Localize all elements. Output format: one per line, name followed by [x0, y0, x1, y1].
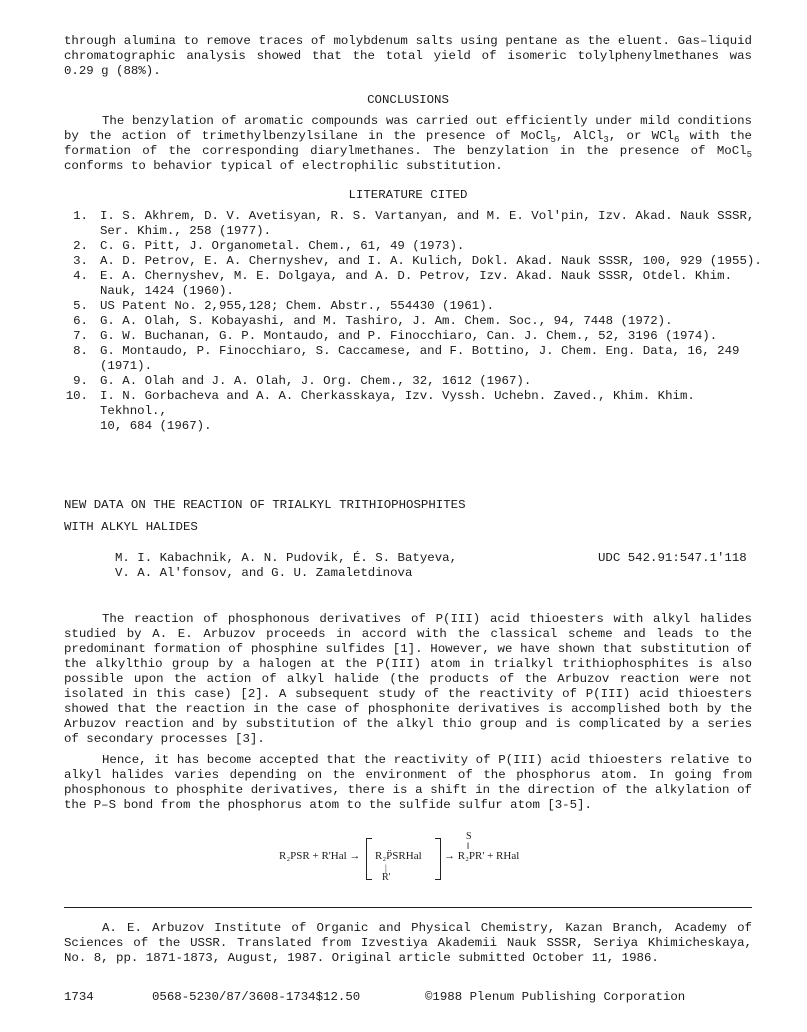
reference-number: 4. — [73, 269, 88, 283]
scheme-intermediate-sub: R' — [382, 872, 391, 883]
page-number: 1734 — [64, 990, 94, 1004]
authors-line1: M. I. Kabachnik, A. N. Pudovik, É. S. Batyeva, — [115, 551, 458, 565]
reference-text: G. A. Olah and J. A. Olah, J. Org. Chem., 32, 1612 (1967). — [100, 374, 532, 388]
reference-text: G. A. Olah, S. Kobayashi, and M. Tashiro, J. Am. Chem. Soc., 94, 7448 (1972). — [100, 314, 673, 328]
scheme-bond: | — [385, 863, 387, 873]
reference-number: 6. — [73, 314, 88, 328]
reference-text: I. S. Akhrem, D. V. Avetisyan, R. S. Vartanyan, and M. E. Vol'pin, Izv. Akad. Nauk SSSR, Ser. Khim., 258 (1977). — [100, 209, 755, 238]
article-title-line2: WITH ALKYL HALIDES — [64, 520, 198, 534]
scheme-bracket-right — [435, 838, 441, 880]
literature-heading: LITERATURE CITED — [348, 188, 468, 202]
reference-text: E. A. Chernyshev, M. E. Dolgaya, and A. D. Petrov, Izv. Akad. Nauk SSSR, Otdel. Khim. Nauk, 1424 (1960). — [100, 269, 733, 298]
article-code: 0568-5230/87/3608-1734$12.50 — [152, 990, 361, 1004]
scheme-reactants: R₂PSR + R'Hal → — [279, 850, 361, 862]
reference-number: 8. — [73, 344, 88, 358]
footnote: A. E. Arbuzov Institute of Organic and Physical Chemistry, Kazan Branch, Academy of Sciences of the USSR. Translated from Izvestiya Akademii Nauk SSSR, Seriya Khimicheskaya, No. 8, pp. 1871-1873, August, 1987. Original article submitted October 11, 1986. — [64, 921, 752, 965]
footnote-rule — [64, 907, 752, 908]
reference-number: 5. — [73, 299, 88, 313]
reference-text: G. Montaudo, P. Finocchiaro, S. Caccamese, and F. Bottino, J. Chem. Eng. Data, 16, 249 (1971). — [100, 344, 740, 373]
reference-number: 9. — [73, 374, 88, 388]
scheme-bracket-left — [366, 838, 372, 880]
reference-text: C. G. Pitt, J. Organometal. Chem., 61, 49 (1973). — [100, 239, 465, 253]
reference-text: A. D. Petrov, E. A. Chernyshev, and I. A. Kulich, Dokl. Akad. Nauk SSSR, 100, 929 (1955). — [100, 254, 762, 268]
top-paragraph: through alumina to remove traces of molybdenum salts using pentane as the eluent. Gas–liquid chromatographic analysis showed that the total yield of isomeric tolylphenylmethanes was 0.29 g (88%). — [64, 34, 752, 78]
reference-number: 2. — [73, 239, 88, 253]
body-paragraph-2: Hence, it has become accepted that the reactivity of P(III) acid thioesters relative to alkyl halides varies depending on the environment of the phosphorus atom. In going from phosphonous to phosphite derivatives, there is a shift in the direction of the alkylation of the P–S bond from the phosphorus atom to the sulfide sulfur atom [3-5]. — [64, 753, 752, 812]
reference-number: 1. — [73, 209, 88, 223]
reference-number: 10. — [65, 389, 88, 403]
reference-text: G. W. Buchanan, G. P. Montaudo, and P. Finocchiaro, Can. J. Chem., 52, 3196 (1974). — [100, 329, 718, 343]
reference-text: I. N. Gorbacheva and A. A. Cherkasskaya, Izv. Vyssh. Uchebn. Zaved., Khim. Khim. Tekhnol., 10, 684 (1967). — [100, 389, 695, 433]
reference-text: US Patent No. 2,955,128; Chem. Abstr., 554430 (1961). — [100, 299, 495, 313]
conclusions-paragraph: The benzylation of aromatic compounds was carried out efficiently under mild conditions by the action of trimethylbenzylsilane in the presence of MoCl$_5$, AlCl$_3$, or WCl$_6$ with the formation of the corresponding diarylmethanes. The benzylation in the presence of MoCl$_5$ conforms to behavior typical of electrophilic substitution. — [64, 114, 752, 173]
authors-line2: V. A. Al'fonsov, and G. U. Zamaletdinova — [115, 566, 413, 580]
copyright: ©1988 Plenum Publishing Corporation — [425, 990, 686, 1004]
udc-code: UDC 542.91:547.1'118 — [598, 551, 747, 565]
scheme-intermediate: R₂P̈SRHal — [375, 850, 422, 862]
scheme-double-bond: ‖ — [467, 841, 470, 851]
scheme-sulfur: S — [466, 831, 472, 842]
article-title-line1: NEW DATA ON THE REACTION OF TRIALKYL TRITHIOPHOSPHITES — [64, 498, 466, 512]
reference-number: 3. — [73, 254, 88, 268]
reference-number: 7. — [73, 329, 88, 343]
scheme-products: → R₂PR' + RHal — [444, 850, 520, 862]
body-paragraph-1: The reaction of phosphonous derivatives of P(III) acid thioesters with alkyl halides studied by A. E. Arbuzov proceeds in accord with the classical scheme and leads to the predominant formation of phosphine sulfides [1]. However, we have shown that substitution of the alkylthio group by a halogen at the P(III) atom in trialkyl trithiophosphites is also possible upon the action of alkyl halide (the products of the Arbuzov reaction were not isolated in this case) [2]. A subsequent study of the reactivity of P(III) acid thioesters showed that the reaction in the case of phosphonite derivatives is accomplished both by the Arbuzov reaction and by substitution of the alkyl thio group and is complicated by a series of secondary processes [3]. — [64, 612, 752, 746]
conclusions-heading: CONCLUSIONS — [367, 93, 449, 107]
